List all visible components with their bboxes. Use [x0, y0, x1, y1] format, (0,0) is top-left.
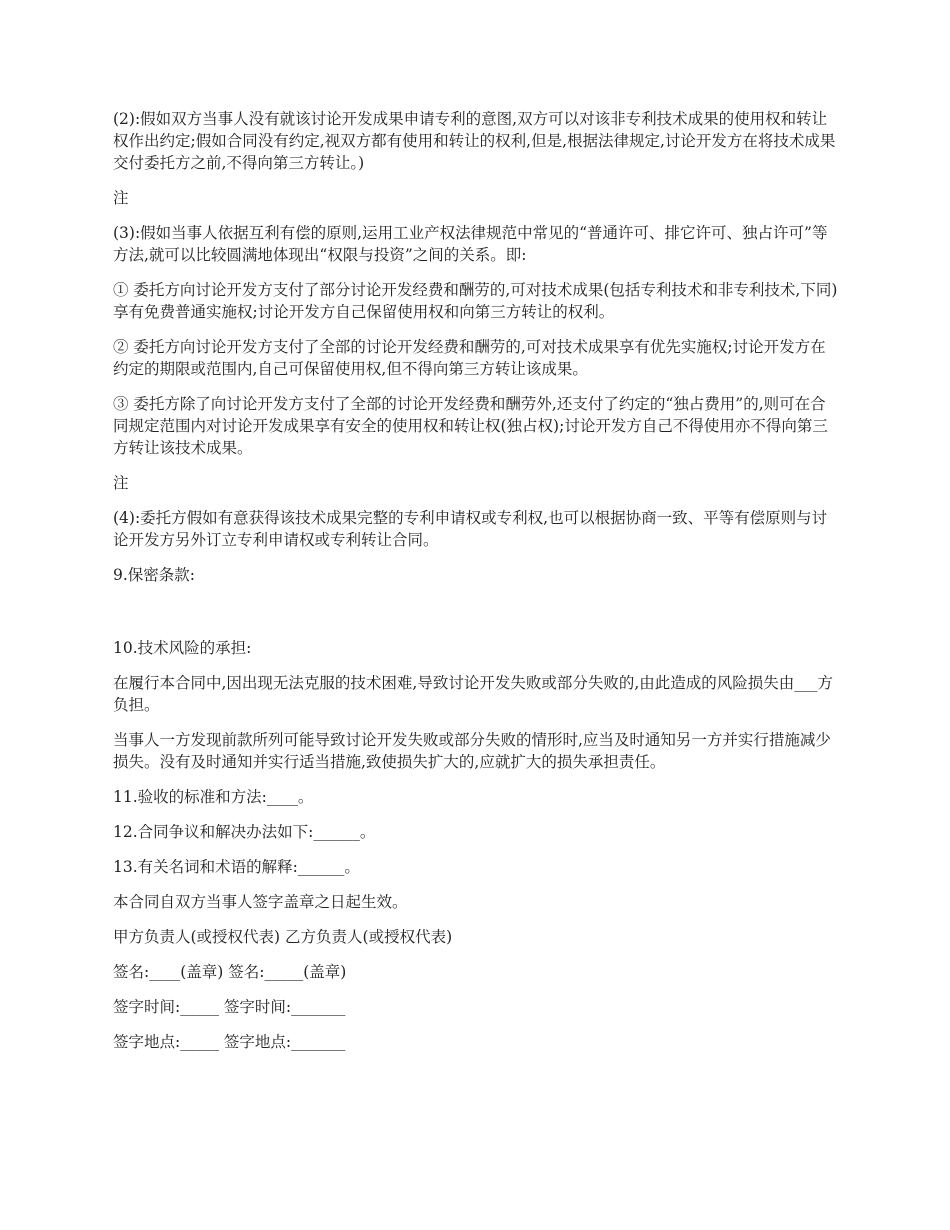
- document-page: [113, 108, 841, 1066]
- representatives-line: 甲方负责人(或授权代表) 乙方负责人(或授权代表): [113, 928, 453, 946]
- note-label: 注: [113, 189, 129, 207]
- risk-paragraph: 在履行本合同中,因出现无法克服的技术困难,导致讨论开发失败或部分失败的,由此造成的风险损失由___方负担。: [113, 674, 834, 714]
- note-label: 注: [113, 474, 129, 492]
- blank-space: [113, 599, 841, 637]
- clause-3-paragraph: (3):假如当事人依据互利有偿的原则,运用工业产权法律规范中常见的“普通许可、排它许可、独占许可”等方法,就可以比较圆满地体现出“权限与投资”之间的关系。即:: [113, 224, 828, 264]
- item-1-paragraph: ① 委托方向讨论开发方支付了部分讨论开发经费和酬劳的,可对技术成果(包括专利技术和非专利技术,下同)享有免费普通实施权;讨论开发方自己保留使用权和向第三方转让的权利。: [113, 281, 838, 321]
- signature-line: 签名:____(盖章) 签名:_____(盖章): [113, 963, 347, 981]
- signing-place-line: 签字地点:_____ 签字地点:_______: [113, 1033, 346, 1051]
- signing-time-line: 签字时间:_____ 签字时间:_______: [113, 998, 346, 1016]
- section-10-heading: 10.技术风险的承担:: [113, 639, 252, 657]
- item-2-paragraph: ② 委托方向讨论开发方支付了全部的讨论开发经费和酬劳的,可对技术成果享有优先实施权;讨论开发方在约定的期限或范围内,自己可保留使用权,但不得向第三方转让该成果。: [113, 338, 826, 378]
- item-3-paragraph: ③ 委托方除了向讨论开发方支付了全部的讨论开发经费和酬劳外,还支付了约定的“独占费用”的,则可在合同规定范围内对讨论开发成果享有安全的使用权和转让权(独占权);讨论开发方自己不得使用亦不得向第三方转让该技术成果。: [113, 395, 828, 457]
- section-11-line: 11.验收的标准和方法:____。: [113, 788, 314, 806]
- clause-2-paragraph: (2):假如双方当事人没有就该讨论开发成果申请专利的意图,双方可以对该非专利技术成果的使用权和转让权作出约定;假如合同没有约定,视双方都有使用和转让的权利,但是,根据法律规定,讨论开发方在将技术成果交付委托方之前,不得向第三方转让。): [113, 110, 836, 172]
- effective-date-line: 本合同自双方当事人签字盖章之日起生效。: [113, 893, 408, 911]
- notice-paragraph: 当事人一方发现前款所列可能导致讨论开发失败或部分失败的情形时,应当及时通知另一方并实行措施减少损失。没有及时通知并实行适当措施,致使损失扩大的,应就扩大的损失承担责任。: [113, 731, 831, 771]
- section-9-heading: 9.保密条款:: [113, 566, 196, 584]
- clause-4-paragraph: (4):委托方假如有意获得该技术成果完整的专利申请权或专利权,也可以根据协商一致、平等有偿原则与讨论开发方另外订立专利申请权或专利转让合同。: [113, 509, 828, 549]
- section-13-line: 13.有关名词和术语的解释:______。: [113, 858, 360, 876]
- section-12-line: 12.合同争议和解决办法如下:______。: [113, 823, 376, 841]
